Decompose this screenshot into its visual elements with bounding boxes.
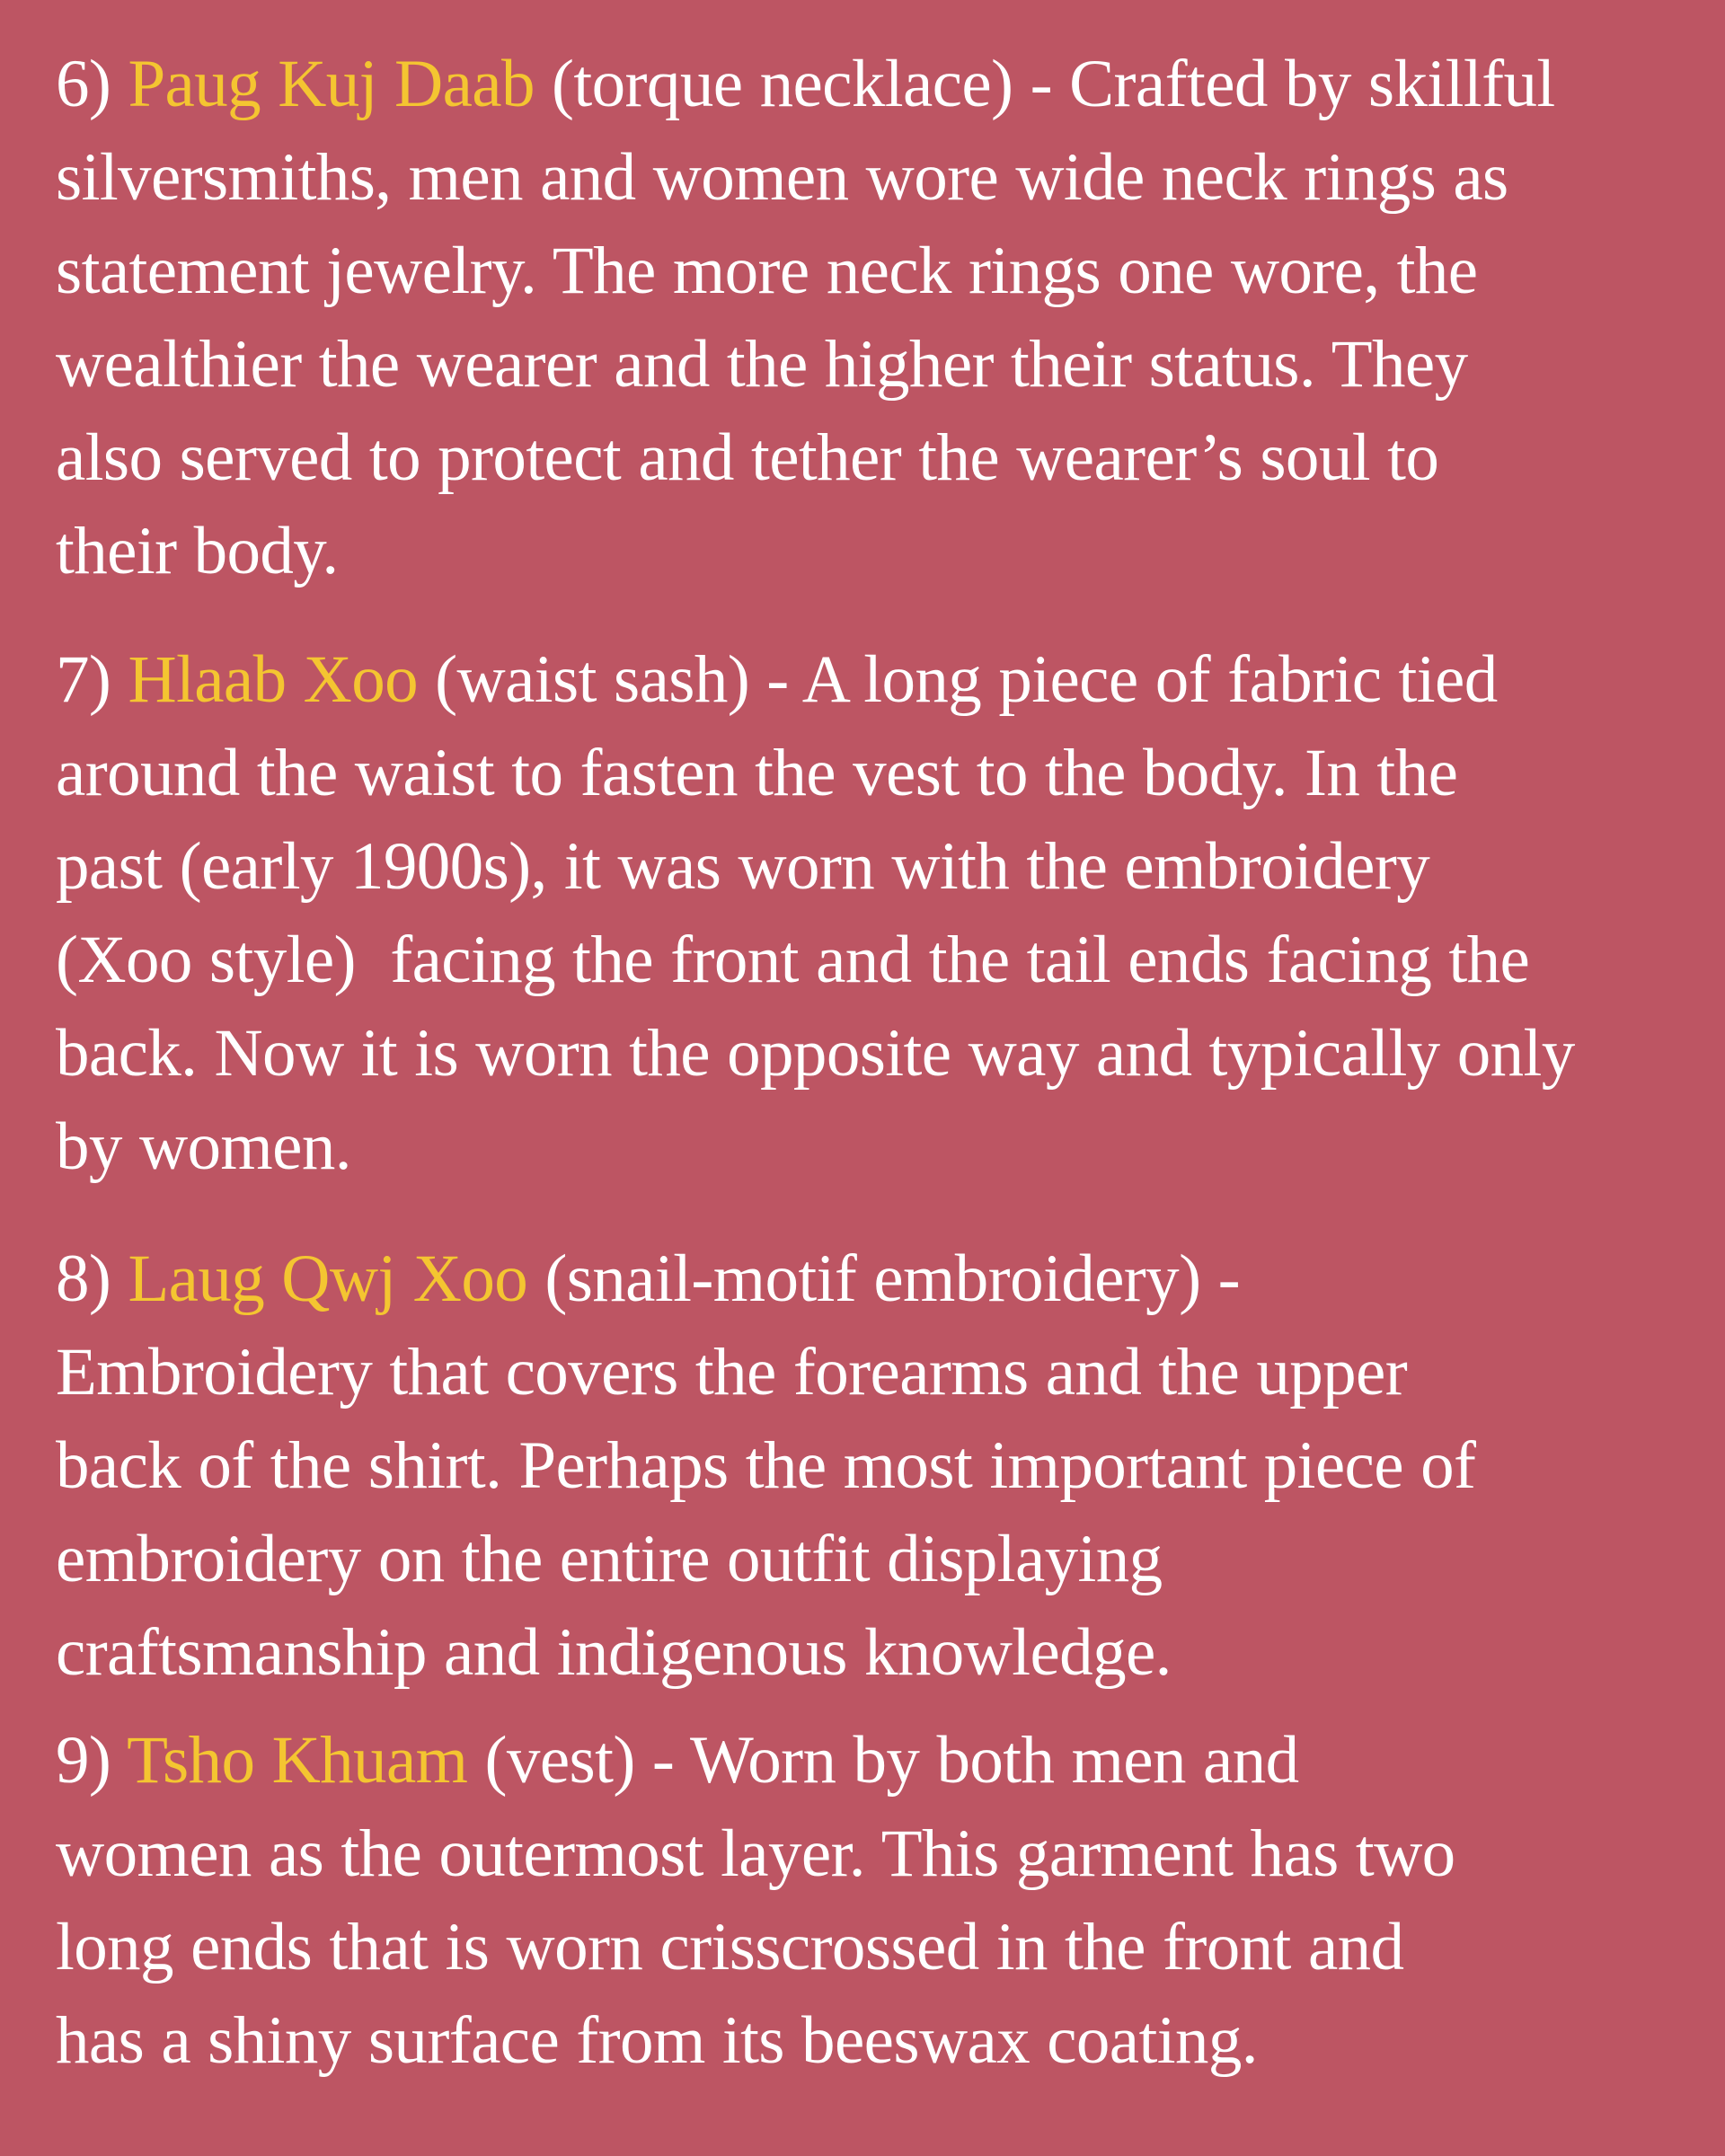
entry-number: 8) — [56, 1241, 111, 1316]
entry-line: around the waist to fasten the vest to the body. In the — [56, 736, 1458, 810]
entry-line: women as the outermost layer. This garment has two — [56, 1816, 1455, 1891]
entry-line: their body. — [56, 514, 339, 588]
entry-line: statement jewelry. The more neck rings one wore, the — [56, 234, 1478, 308]
entry-line: by women. — [56, 1109, 351, 1184]
entry-number: 7) — [56, 642, 111, 717]
entry-line: back. Now it is worn the opposite way and typically only — [56, 1016, 1575, 1091]
entry-line: Embroidery that covers the forearms and the upper — [56, 1335, 1408, 1409]
entry-hlaab-xoo — [56, 633, 1700, 1194]
entry-text: (torque necklace) - Crafted by skillful — [534, 47, 1555, 121]
entry-line — [56, 38, 1700, 131]
entry-line: past (early 1900s), it was worn with the embroidery — [56, 829, 1430, 904]
entry-line: silversmiths, men and women wore wide neck rings as — [56, 140, 1508, 215]
entry-text: (vest) - Worn by both men and — [467, 1723, 1299, 1798]
entry-line: wealthier the wearer and the higher their status. They — [56, 327, 1468, 402]
entry-paug-kuj-daab — [56, 38, 1700, 598]
entry-line: back of the shirt. Perhaps the most important piece of — [56, 1428, 1476, 1503]
entry-tsho-khuam — [56, 1714, 1700, 2088]
entry-line: has a shiny surface from its beeswax coating. — [56, 2003, 1258, 2078]
entry-number: 6) — [56, 47, 111, 121]
entry-line: craftsmanship and indigenous knowledge. — [56, 1615, 1172, 1690]
entry-line — [56, 1714, 1700, 1807]
entry-line — [56, 1233, 1700, 1326]
entry-line: long ends that is worn crisscrossed in the front and — [56, 1910, 1404, 1984]
entry-number: 9) — [56, 1723, 111, 1798]
entry-line: also served to protect and tether the wearer’s soul to — [56, 420, 1439, 495]
entry-line — [56, 633, 1700, 727]
entry-line: (Xoo style) facing the front and the tail ends facing the — [56, 923, 1530, 997]
entry-term: Tsho Khuam — [127, 1723, 468, 1798]
entry-term: Hlaab Xoo — [128, 642, 419, 717]
entry-laug-qwj-xoo — [56, 1233, 1700, 1700]
entry-text: (waist sash) - A long piece of fabric tied — [418, 642, 1498, 717]
entry-term: Paug Kuj Daab — [128, 47, 535, 121]
entry-line: embroidery on the entire outfit displaying — [56, 1522, 1163, 1596]
entry-text: (snail-motif embroidery) - — [527, 1241, 1240, 1316]
entry-term: Laug Qwj Xoo — [128, 1241, 528, 1316]
